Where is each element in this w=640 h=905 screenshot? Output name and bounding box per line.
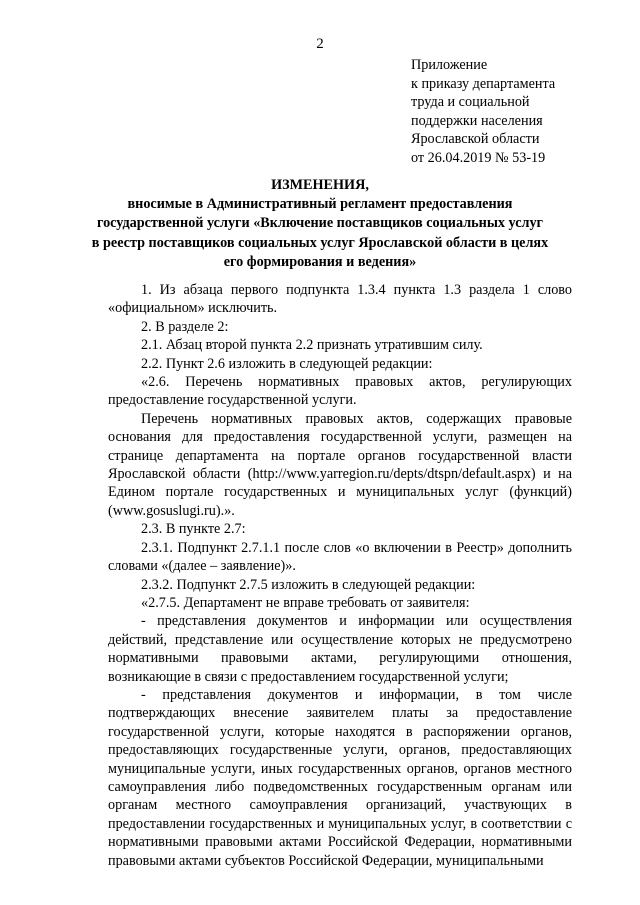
page-number: 2 [316,36,324,52]
title-line: его формирования и ведения» [223,253,417,270]
appendix-line: от 26.04.2019 № 53-19 [411,149,546,166]
appendix-line: Ярославской области [411,131,540,148]
appendix-block [411,56,555,168]
title-line: вносимые в Административный регламент предоставления [127,196,513,213]
title-line: ИЗМЕНЕНИЯ, [271,177,369,193]
document-title [88,176,552,272]
paragraph: 2.3. В пункте 2.7: [141,521,246,538]
title-line: в реестр поставщиков социальных услуг Ярославской области в целях [91,234,549,251]
paragraph: 1. Из абзаца первого подпункта 1.3.4 пункта 1.3 раздела 1 слово «официальном» исключить. [108,282,572,317]
document-body [108,281,572,870]
paragraph: «2.6. Перечень нормативных правовых актов, регулирующих предоставление государственной услуги. [108,374,572,409]
paragraph: Перечень нормативных правовых актов, содержащих правовые основания для предоставления государственной услуги, размещен на странице департамента на портале органов государственной власти Ярославской области (http://www.yarregion.ru/depts/dtspn/default.aspx) и на Едином портале государственных и муниципальных услуг (функций) (www.gosuslugi.ru).». [108,410,572,519]
paragraph: 2.2. Пункт 2.6 изложить в следующей редакции: [141,355,433,372]
appendix-line: Приложение [411,57,488,73]
paragraph: 2.1. Абзац второй пункта 2.2 признать утратившим силу. [141,337,483,354]
paragraph: 2. В разделе 2: [141,318,229,335]
appendix-line: к приказу департамента [411,75,556,92]
paragraph: - представления документов и информации или осуществления действий, представление или осуществление которых не предусмотрено нормативными правовыми актами, регулирующими отношения, возникающие в связи с предоставлением государственной услуги; [108,613,572,685]
appendix-line: труда и социальной [411,94,530,111]
paragraph: 2.3.1. Подпункт 2.7.1.1 после слов «о включении в Реестр» дополнить словами «(далее – заявление)». [108,539,572,575]
paragraph: 2.3.2. Подпункт 2.7.5 изложить в следующей редакции: [141,576,476,593]
paragraph: «2.7.5. Департамент не вправе требовать от заявителя: [141,594,470,611]
paragraph: - представления документов и информации, в том числе подтверждающих внесение заявителем платы за предоставление государственной услуги, которые находятся в распоряжении органов, предоставляющих государственные услуги, органов, предоставляющих муниципальные услуги, иных государственных органов, органов местного самоуправления либо подведомственных государственным органам или органам местного самоуправления организаций, участвующих в предоставлении государственных и муниципальных услуг, в соответствии с нормативными правовыми актами Российской Федерации, нормативными правовыми актами субъектов Российской Федерации, муниципальными [108,686,572,869]
appendix-line: поддержки населения [411,112,543,129]
title-line: государственной услуги «Включение поставщиков социальных услуг [96,215,543,232]
